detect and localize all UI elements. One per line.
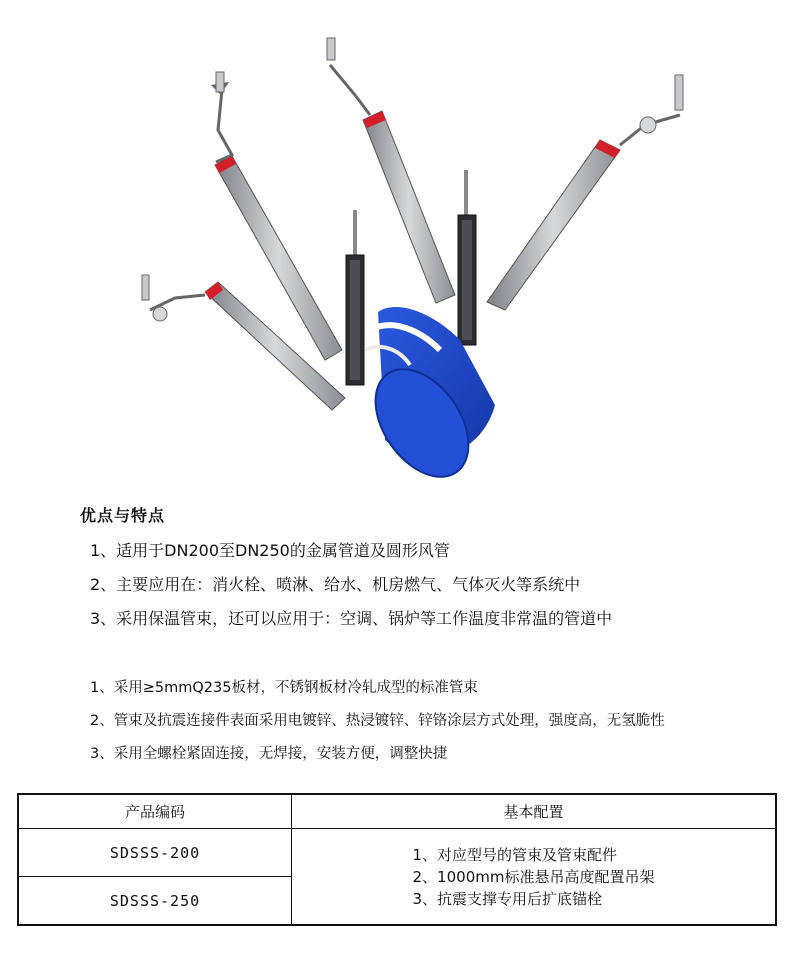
config-item: 1、对应型号的管束及管束配件 [412, 845, 618, 864]
section-title: 优点与特点 [80, 506, 166, 525]
feature-item: 3、采用保温管束，还可以应用于：空调、锅炉等工作温度非常温的管道中 [90, 609, 613, 628]
vertical-hanger-right [458, 170, 476, 345]
feature-item: 2、主要应用在：消火栓、喷淋、给水、机房燃气、气体灭火等系统中 [90, 575, 581, 594]
config-item: 2、1000mm标准悬吊高度配置吊架 [412, 867, 655, 886]
spec-item: 1、采用≥5mmQ235板材，不锈钢板材冷轧成型的标准管束 [90, 680, 478, 696]
vertical-hanger-left [346, 210, 364, 385]
product-config-table [17, 793, 777, 926]
config-lines [413, 844, 655, 910]
product-code-cell: SDSSS-200 [18, 829, 292, 877]
spec-item: 3、采用全螺栓紧固连接，无焊接，安装方便，调整快捷 [90, 746, 448, 762]
table-header-row [18, 794, 776, 829]
feature-item: 1、适用于DN200至DN250的金属管道及圆形风管 [90, 541, 450, 560]
header-basic-config: 基本配置 [292, 794, 777, 829]
spec-item: 2、管束及抗震连接件表面采用电镀锌、热浸镀锌、锌铬涂层方式处理，强度高，无氢脆性 [90, 713, 665, 729]
diagonal-brace-left-lower [142, 275, 345, 410]
diagonal-brace-right [487, 75, 683, 310]
table-row [18, 829, 776, 877]
product-illustration [120, 20, 700, 490]
product-code-cell: SDSSS-250 [18, 877, 292, 926]
header-product-code: 产品编码 [18, 794, 292, 829]
config-item: 3、抗震支撑专用后扩底锚栓 [412, 889, 603, 908]
config-cell [292, 829, 777, 926]
